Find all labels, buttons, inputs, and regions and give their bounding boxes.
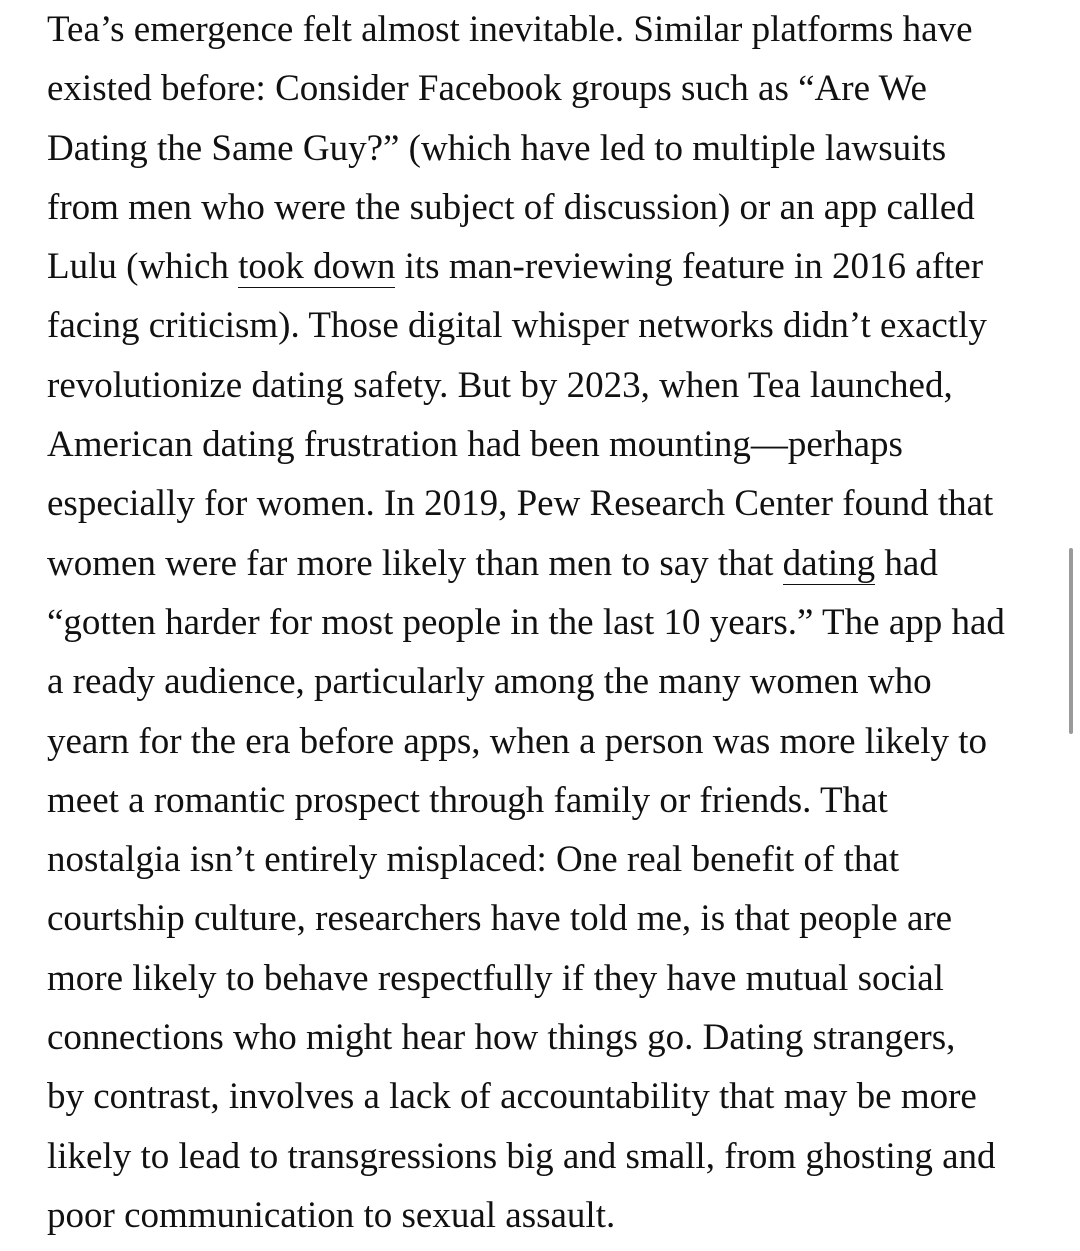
paragraph-line: likely to lead to transgressions big and small, from ghosting and (47, 1135, 996, 1177)
paragraph-line: nostalgia isn’t entirely misplaced: One real benefit of that (47, 839, 900, 881)
paragraph-line: revolutionize dating safety. But by 2023, when Tea launched, (47, 364, 953, 406)
paragraph-line (47, 534, 1047, 593)
paragraph-line: “gotten harder for most people in the last 10 years.” The app had (47, 601, 1005, 643)
line-text: its man-reviewing feature in 2016 after (395, 246, 984, 288)
line-text: Lulu (which (47, 246, 239, 288)
paragraph-line (47, 237, 1047, 296)
scrollbar-thumb[interactable] (1069, 548, 1073, 734)
paragraph-line: by contrast, involves a lack of accountability that may be more (47, 1076, 977, 1118)
paragraph-line: yearn for the era before apps, when a person was more likely to (47, 720, 988, 762)
line-text: women were far more likely than men to say that (47, 542, 783, 584)
paragraph-line: courtship culture, researchers have told me, is that people are (47, 898, 953, 940)
paragraph-line: Tea’s emergence felt almost inevitable. Similar platforms have (47, 9, 973, 50)
paragraph-line: more likely to behave respectfully if they have mutual social (47, 957, 944, 999)
line-text: had (875, 542, 938, 584)
paragraph-line: connections who might hear how things go. Dating strangers, (47, 1017, 956, 1059)
paragraph-line: especially for women. In 2019, Pew Research Center found that (47, 483, 994, 525)
paragraph-line: American dating frustration had been mounting—perhaps (47, 424, 903, 466)
article-body (47, 0, 1047, 1245)
paragraph-line: a ready audience, particularly among the many women who (47, 661, 932, 703)
paragraph-line: from men who were the subject of discussion) or an app called (47, 186, 975, 228)
paragraph-line: facing criticism). Those digital whisper networks didn’t exactly (47, 305, 987, 347)
dating-link[interactable]: dating (782, 542, 876, 584)
took-down-link[interactable]: took down (238, 246, 396, 288)
paragraph-line: poor communication to sexual assault. (47, 1194, 616, 1236)
paragraph-line: Dating the Same Guy?” (which have led to multiple lawsuits (47, 127, 947, 169)
paragraph-line: existed before: Consider Facebook groups such as “Are We (47, 68, 927, 110)
paragraph-line: meet a romantic prospect through family or friends. That (47, 779, 888, 821)
